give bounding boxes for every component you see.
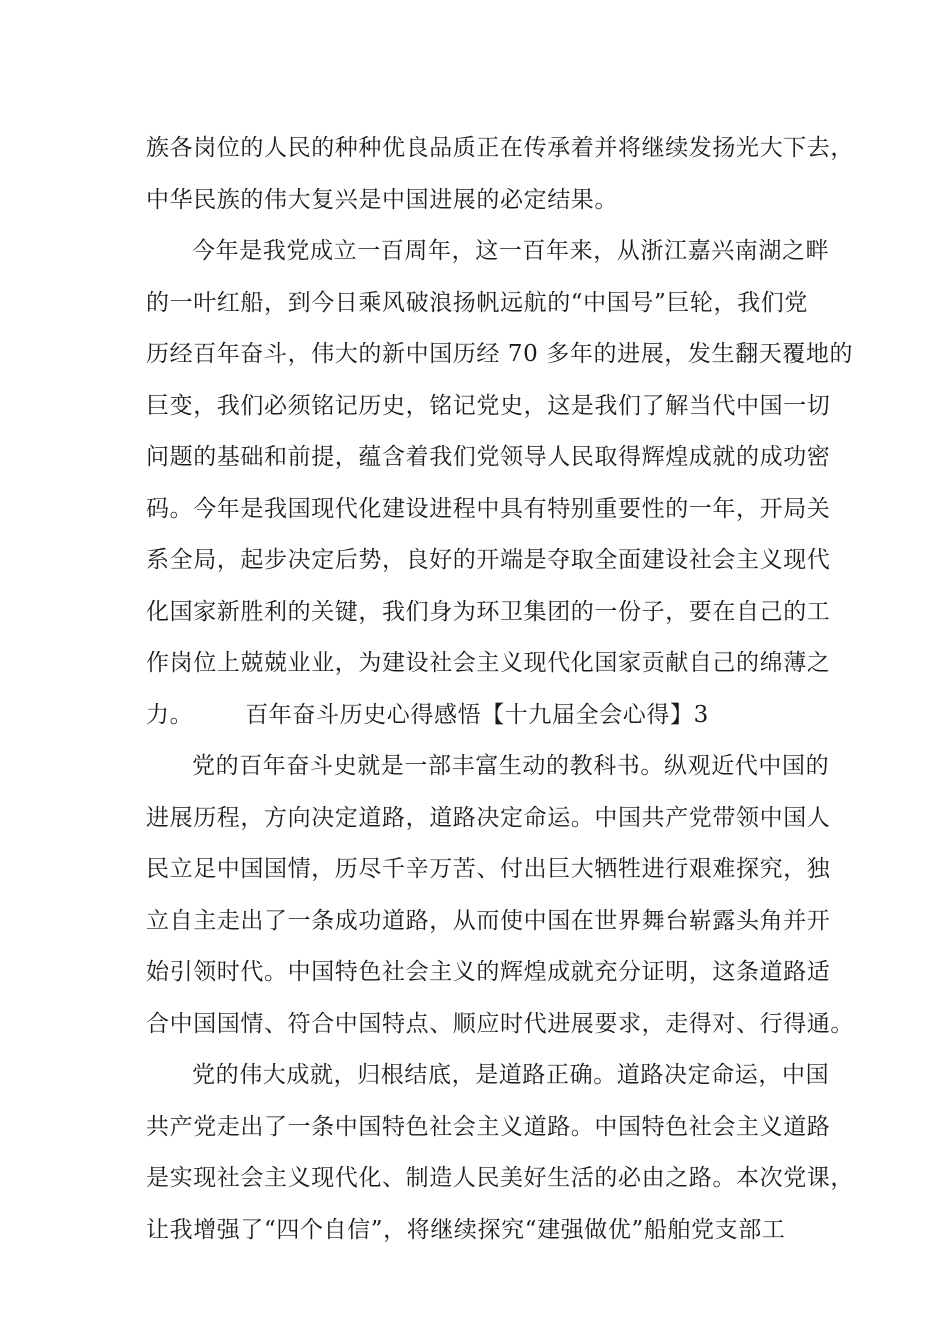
text-line: 合中国国情、符合中国特点、顺应时代进展要求，走得对、行得通。: [146, 1010, 854, 1037]
closing-line: [146, 690, 836, 742]
text-line: 巨变，我们必须铭记历史，铭记党史，这是我们了解当代中国一切: [146, 392, 831, 419]
text-line: 民立足中国国情，历尽千辛万苦、付出巨大牺牲进行艰难探究，独: [146, 856, 831, 882]
text-line: 族各岗位的人民的种种优良品质正在传承着并将继续发扬光大下去，: [146, 135, 854, 161]
text-line: 作岗位上兢兢业业，为建设社会主义现代化国家贡献自己的绵薄之: [146, 650, 831, 676]
text-line: 立自主走出了一条成功道路，从而使中国在世界舞台崭露头角并开: [146, 907, 831, 934]
text-line: 始引领时代。中国特色社会主义的辉煌成就充分证明，这条道路适: [146, 959, 831, 985]
text-line: 码。今年是我国现代化建设进程中具有特别重要性的一年，开局关: [146, 495, 831, 522]
document-body: [146, 123, 854, 1256]
paragraph-start-line: 今年是我党成立一百周年，这一百年来，从浙江嘉兴南湖之畔: [192, 238, 830, 264]
text-line: 系全局，起步决定后势，良好的开端是夺取全面建设社会主义现代: [146, 547, 831, 573]
text-line: 问题的基础和前提，蕴含着我们党领导人民取得辉煌成就的成功密: [146, 444, 831, 470]
text-line: 是实现社会主义现代化、制造人民美好生活的必由之路。本次党课，: [146, 1165, 854, 1191]
text-line: 的一叶红船，到今日乘风破浪扬帆远航的“中国号”巨轮，我们党: [146, 289, 808, 316]
text-line: 让我增强了“四个自信”，将继续探究“建强做优”船舶党支部工: [146, 1216, 786, 1243]
closing-word: 力。: [146, 701, 194, 728]
text-line: 进展历程，方向决定道路，道路决定命运。中国共产党带领中国人: [146, 804, 831, 831]
text-line: 历经百年奋斗，伟大的新中国历经 70 多年的进展，发生翻天覆地的: [146, 341, 854, 367]
text-line: 中华民族的伟大复兴是中国进展的必定结果。: [146, 186, 618, 213]
paragraph-start-line: 党的百年奋斗史就是一部丰富生动的教科书。纵观近代中国的: [192, 753, 830, 779]
section-heading: 百年奋斗历史心得感悟【十九届全会心得】3: [245, 701, 709, 728]
paragraph-start-line: 党的伟大成就，归根结底，是道路正确。道路决定命运，中国: [192, 1062, 830, 1088]
text-line: 共产党走出了一条中国特色社会主义道路。中国特色社会主义道路: [146, 1113, 831, 1140]
text-line: 化国家新胜利的关键，我们身为环卫集团的一份子，要在自己的工: [146, 598, 831, 625]
